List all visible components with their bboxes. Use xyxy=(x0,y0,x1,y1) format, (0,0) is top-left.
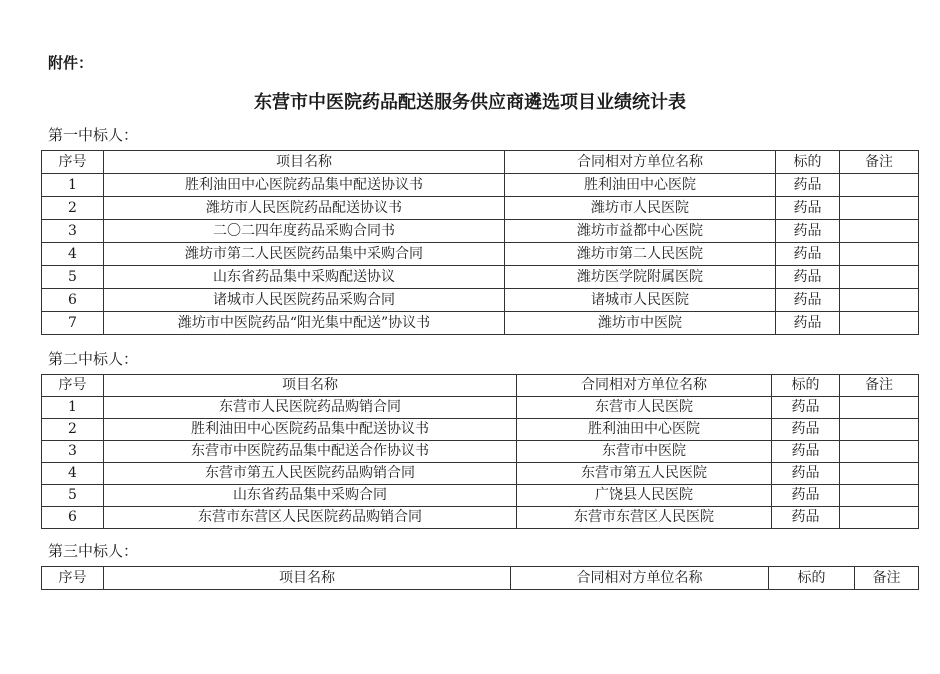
header-no: 序号 xyxy=(42,375,104,397)
table-row xyxy=(42,419,919,441)
cell-project-name: 东营市东营区人民医院药品购销合同 xyxy=(104,507,517,529)
cell-no: 1 xyxy=(42,174,104,197)
cell-counterparty: 潍坊医学院附属医院 xyxy=(505,266,776,289)
cell-project-name: 潍坊市人民医院药品配送协议书 xyxy=(104,197,505,220)
cell-subject: 药品 xyxy=(776,266,840,289)
header-subject: 标的 xyxy=(772,375,840,397)
cell-remarks xyxy=(840,243,919,266)
table-row xyxy=(42,463,919,485)
cell-remarks xyxy=(840,507,919,529)
table-second-bidder xyxy=(41,374,919,529)
table-row xyxy=(42,441,919,463)
cell-counterparty: 潍坊市第二人民医院 xyxy=(505,243,776,266)
section-label-first-bidder: 第一中标人： xyxy=(48,126,139,144)
header-counterparty: 合同相对方单位名称 xyxy=(505,151,776,174)
cell-subject: 药品 xyxy=(776,289,840,312)
cell-subject: 药品 xyxy=(772,463,840,485)
header-counterparty: 合同相对方单位名称 xyxy=(511,567,769,590)
table-row xyxy=(42,312,919,335)
header-project: 项目名称 xyxy=(104,567,511,590)
table-header-row xyxy=(42,151,919,174)
table-row xyxy=(42,197,919,220)
cell-project-name: 诸城市人民医院药品采购合同 xyxy=(104,289,505,312)
cell-no: 2 xyxy=(42,419,104,441)
table-row xyxy=(42,485,919,507)
header-subject: 标的 xyxy=(769,567,855,590)
section-label-third-bidder: 第三中标人： xyxy=(48,542,139,560)
header-remarks: 备注 xyxy=(855,567,919,590)
table-row xyxy=(42,507,919,529)
cell-project-name: 胜利油田中心医院药品集中配送协议书 xyxy=(104,419,517,441)
cell-counterparty: 胜利油田中心医院 xyxy=(505,174,776,197)
cell-no: 6 xyxy=(42,289,104,312)
cell-subject: 药品 xyxy=(772,419,840,441)
document-title: 东营市中医院药品配送服务供应商遴选项目业绩统计表 xyxy=(254,92,686,113)
cell-subject: 药品 xyxy=(776,312,840,335)
cell-subject: 药品 xyxy=(772,397,840,419)
cell-subject: 药品 xyxy=(776,220,840,243)
cell-no: 1 xyxy=(42,397,104,419)
cell-no: 3 xyxy=(42,441,104,463)
header-counterparty: 合同相对方单位名称 xyxy=(517,375,772,397)
cell-project-name: 潍坊市中医院药品“阳光集中配送”协议书 xyxy=(104,312,505,335)
cell-remarks xyxy=(840,312,919,335)
table-row xyxy=(42,266,919,289)
cell-counterparty: 潍坊市益都中心医院 xyxy=(505,220,776,243)
cell-project-name: 东营市人民医院药品购销合同 xyxy=(104,397,517,419)
table-row xyxy=(42,397,919,419)
cell-subject: 药品 xyxy=(772,441,840,463)
cell-counterparty: 广饶县人民医院 xyxy=(517,485,772,507)
cell-remarks xyxy=(840,397,919,419)
cell-no: 6 xyxy=(42,507,104,529)
attachment-label: 附件： xyxy=(48,54,94,72)
cell-no: 7 xyxy=(42,312,104,335)
table-header-row xyxy=(42,567,919,590)
cell-remarks xyxy=(840,289,919,312)
cell-subject: 药品 xyxy=(776,197,840,220)
cell-project-name: 胜利油田中心医院药品集中配送协议书 xyxy=(104,174,505,197)
cell-no: 4 xyxy=(42,463,104,485)
cell-project-name: 东营市第五人民医院药品购销合同 xyxy=(104,463,517,485)
cell-subject: 药品 xyxy=(772,485,840,507)
cell-project-name: 二〇二四年度药品采购合同书 xyxy=(104,220,505,243)
cell-project-name: 潍坊市第二人民医院药品集中采购合同 xyxy=(104,243,505,266)
table-row xyxy=(42,243,919,266)
cell-subject: 药品 xyxy=(776,174,840,197)
cell-counterparty: 东营市第五人民医院 xyxy=(517,463,772,485)
cell-counterparty: 潍坊市中医院 xyxy=(505,312,776,335)
cell-no: 5 xyxy=(42,485,104,507)
cell-no: 2 xyxy=(42,197,104,220)
cell-project-name: 东营市中医院药品集中配送合作协议书 xyxy=(104,441,517,463)
header-no: 序号 xyxy=(42,151,104,174)
header-project: 项目名称 xyxy=(104,375,517,397)
cell-remarks xyxy=(840,266,919,289)
cell-project-name: 山东省药品集中采购合同 xyxy=(104,485,517,507)
header-project: 项目名称 xyxy=(104,151,505,174)
table-header-row xyxy=(42,375,919,397)
header-no: 序号 xyxy=(42,567,104,590)
cell-remarks xyxy=(840,441,919,463)
cell-project-name: 山东省药品集中采购配送协议 xyxy=(104,266,505,289)
cell-counterparty: 潍坊市人民医院 xyxy=(505,197,776,220)
header-subject: 标的 xyxy=(776,151,840,174)
cell-remarks xyxy=(840,220,919,243)
header-remarks: 备注 xyxy=(840,375,919,397)
table-row xyxy=(42,289,919,312)
header-remarks: 备注 xyxy=(840,151,919,174)
cell-counterparty: 胜利油田中心医院 xyxy=(517,419,772,441)
table-third-bidder xyxy=(41,566,919,590)
cell-remarks xyxy=(840,485,919,507)
cell-subject: 药品 xyxy=(776,243,840,266)
cell-subject: 药品 xyxy=(772,507,840,529)
cell-no: 5 xyxy=(42,266,104,289)
table-first-bidder xyxy=(41,150,919,335)
cell-no: 3 xyxy=(42,220,104,243)
cell-remarks xyxy=(840,174,919,197)
table-row xyxy=(42,174,919,197)
cell-remarks xyxy=(840,197,919,220)
cell-counterparty: 东营市东营区人民医院 xyxy=(517,507,772,529)
cell-counterparty: 东营市中医院 xyxy=(517,441,772,463)
cell-counterparty: 东营市人民医院 xyxy=(517,397,772,419)
cell-remarks xyxy=(840,463,919,485)
cell-remarks xyxy=(840,419,919,441)
section-label-second-bidder: 第二中标人： xyxy=(48,350,139,368)
cell-no: 4 xyxy=(42,243,104,266)
table-row xyxy=(42,220,919,243)
cell-counterparty: 诸城市人民医院 xyxy=(505,289,776,312)
